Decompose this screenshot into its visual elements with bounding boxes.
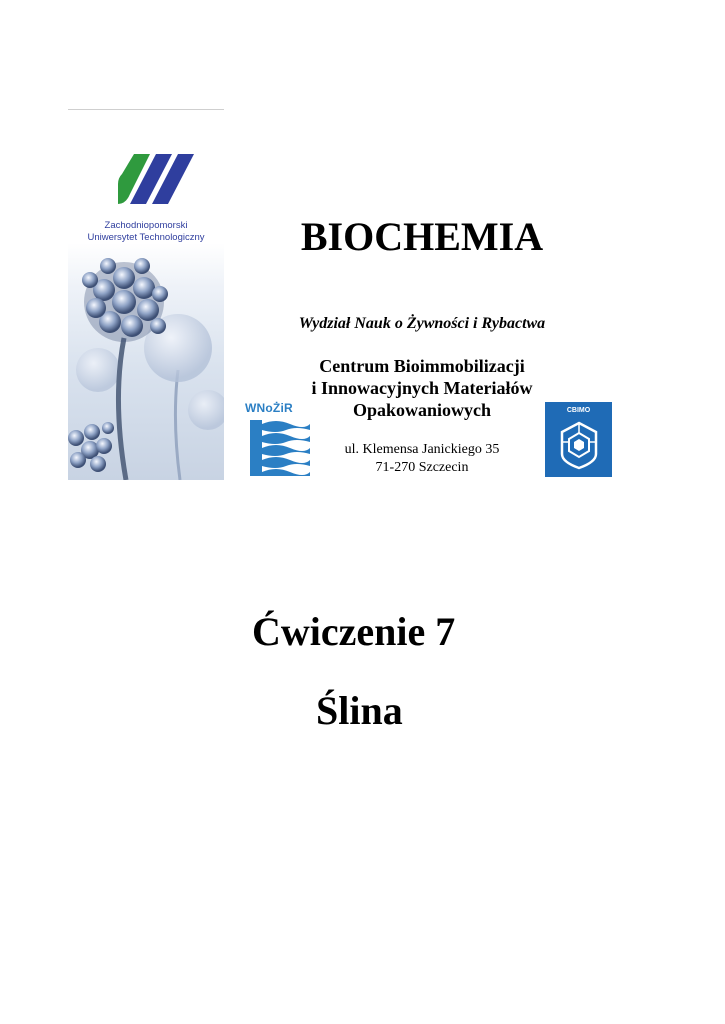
address-line: 71-270 Szczecin bbox=[375, 460, 469, 475]
address-line: ul. Klemensa Janickiego 35 bbox=[344, 442, 500, 457]
faculty-name: Wydział Nauk o Żywności i Rybactwa bbox=[298, 315, 546, 332]
cbimo-logo-text: CBIMO bbox=[566, 407, 591, 414]
wnozir-logo bbox=[245, 401, 313, 479]
course-title: BIOCHEMIA bbox=[300, 214, 544, 259]
wnozir-wave-icon bbox=[246, 418, 310, 478]
centre-name-line: i Innowacyjnych Materiałów bbox=[311, 378, 533, 398]
university-name-line: Uniwersytet Technologiczny bbox=[87, 232, 205, 243]
molecular-flowers-illustration bbox=[68, 250, 224, 480]
university-name-line: Zachodniopomorski bbox=[104, 220, 188, 231]
exercise-number: Ćwiczenie 7 bbox=[252, 609, 456, 654]
university-banner bbox=[68, 109, 224, 480]
centre-name-line: Opakowaniowych bbox=[352, 400, 492, 420]
wnozir-logo-text: WNoŻiR bbox=[245, 401, 293, 415]
exercise-topic: Ślina bbox=[316, 688, 403, 733]
cbimo-logo bbox=[545, 402, 612, 477]
cbimo-hexagon-icon bbox=[558, 420, 600, 470]
zut-logo-icon bbox=[116, 154, 194, 206]
centre-name-line: Centrum Bioimmobilizacji bbox=[319, 356, 525, 376]
